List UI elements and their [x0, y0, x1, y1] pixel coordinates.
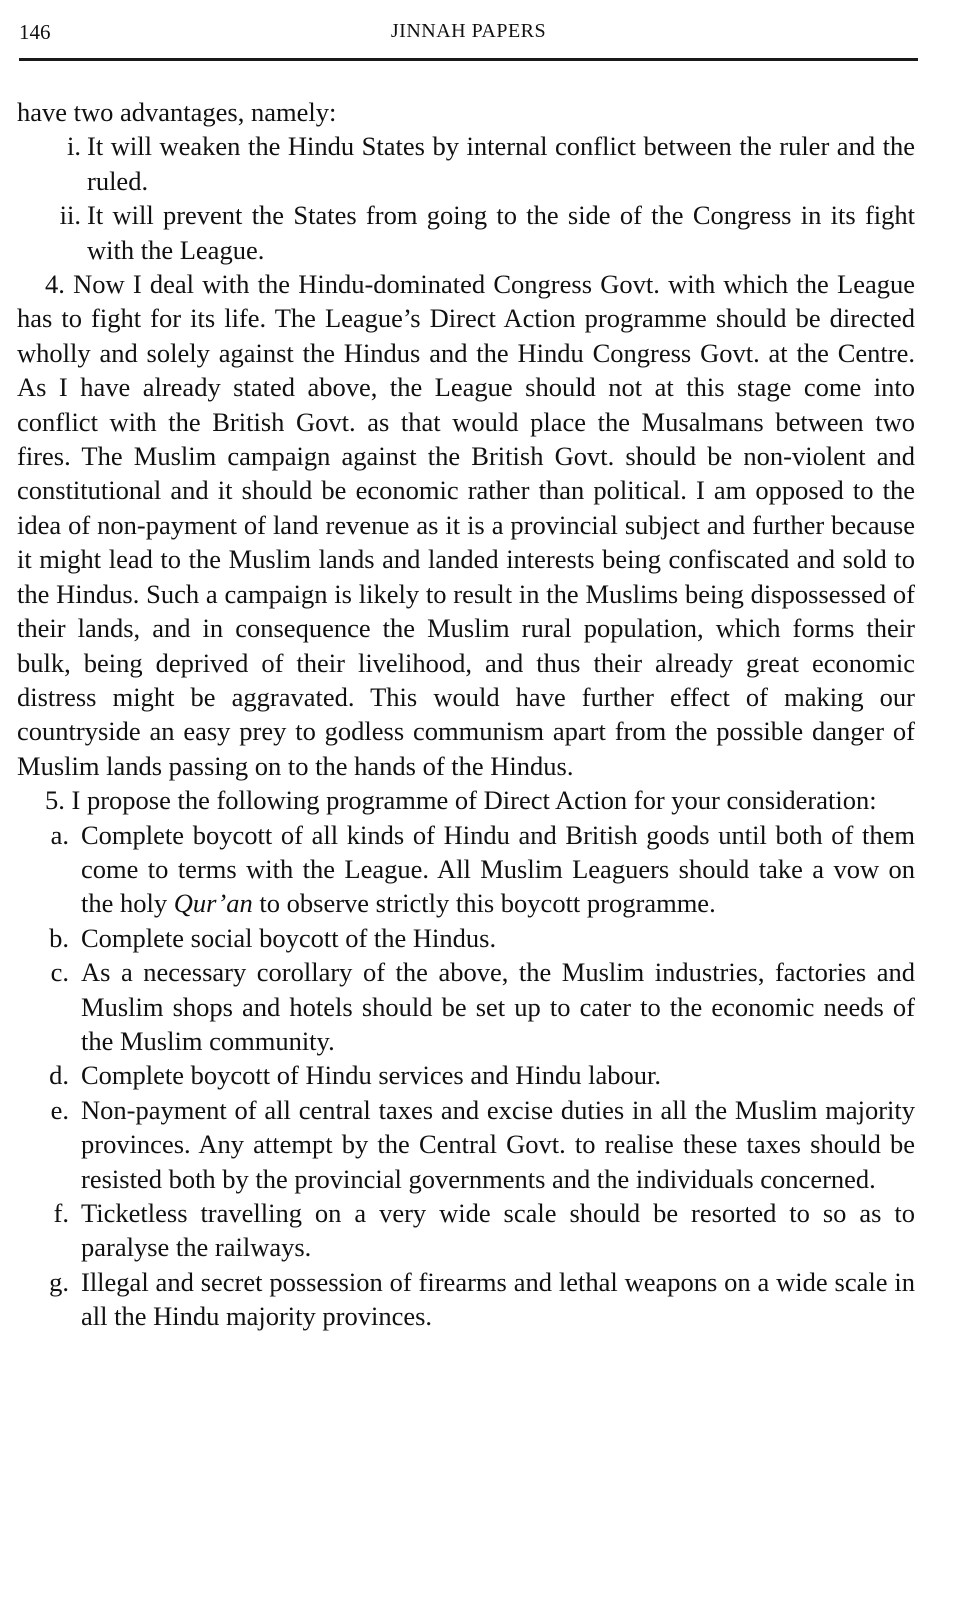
list-item — [17, 1093, 915, 1196]
list-marker: f. — [53, 1198, 69, 1228]
list-item — [17, 1058, 915, 1092]
list-item-text: Non-payment of all central taxes and excise duties in all the Muslim majority provinces. Any attempt by the Central Govt. to realise these taxes should be resisted both by the provincial governments and the individuals concerned. — [81, 1094, 915, 1194]
paragraph-5: 5. I propose the following programme of Direct Action for your consideration: — [45, 785, 877, 816]
list-item-text: Complete social boycott of the Hindus. — [81, 922, 497, 953]
list-marker: e. — [50, 1094, 69, 1125]
list-item-text: It will prevent the States from going to the side of the Congress in its fight with the League. — [87, 200, 915, 265]
list-item — [17, 1196, 915, 1265]
list-marker: b. — [49, 922, 69, 953]
running-head: JINNAH PAPERS — [390, 20, 547, 42]
list-item-text: Illegal and secret possession of firearms and lethal weapons on a wide scale in all the Hindu majority provinces. — [81, 1266, 915, 1332]
list-item-text: Complete boycott of all kinds of Hindu and British goods until both of them come to terms with the League. All Muslim Leaguers should take a vow on the holy — [81, 819, 915, 919]
page-body — [17, 95, 915, 1334]
list-item-text: It will weaken the Hindu States by internal conflict between the ruler and the ruled. — [87, 131, 915, 196]
list-marker: d. — [49, 1060, 69, 1091]
page-header — [19, 18, 918, 61]
list-item — [17, 921, 915, 955]
intro-line: have two advantages, namely: — [17, 97, 337, 127]
page-number: 146 — [19, 20, 51, 44]
list-item — [17, 129, 915, 198]
list-marker: i. — [67, 131, 81, 162]
list-item-text: to observe strictly this boycott programme. — [252, 888, 716, 919]
list-item — [17, 198, 915, 267]
list-item-text: Complete boycott of Hindu services and Hindu labour. — [81, 1060, 661, 1091]
list-item-text: As a necessary corollary of the above, the Muslim industries, factories and Muslim shops and hotels should be set up to cater to the economic needs of the Muslim community. — [81, 957, 915, 1056]
advantages-list — [17, 129, 915, 267]
paragraph-4: 4. Now I deal with the Hindu-dominated Congress Govt. with which the League has to fight for its life. The League’s Direct Action programme should be directed wholly and solely against the Hindus and the Hindu Congress Govt. at the Centre. As I have already stated above, the League should not at this stage come into conflict with the British Govt. as that would place the Musalmans between two fires. The Muslim campaign against the British Govt. should be non-violent and constitutional and it should be economic rather than political. I am opposed to the idea of non-payment of land revenue as it is a provincial subject and further because it might lead to the Muslim lands and landed interests being confiscated and sold to the Hindus. Such a campaign is likely to result in the Muslims being dispossessed of their lands, and in consequence the Muslim rural population, which forms their bulk, being deprived of their livelihood, and thus their already great economic distress might be aggravated. This would have further effect of making our countryside an easy prey to godless communism apart from the possible danger of Muslim lands passing on to the hands of the Hindus. — [17, 269, 915, 781]
list-item — [17, 818, 915, 921]
quran-italic: Qur’an — [173, 888, 253, 919]
list-marker: ii. — [59, 200, 81, 231]
list-marker: a. — [50, 819, 69, 850]
list-item — [17, 955, 915, 1058]
programme-list — [17, 818, 915, 1334]
list-item-text: Ticketless travelling on a very wide scale should be resorted to so as to paralyse the railways. — [81, 1198, 915, 1263]
list-marker: c. — [50, 957, 69, 988]
list-marker: g. — [49, 1266, 69, 1297]
list-item — [17, 1265, 915, 1334]
